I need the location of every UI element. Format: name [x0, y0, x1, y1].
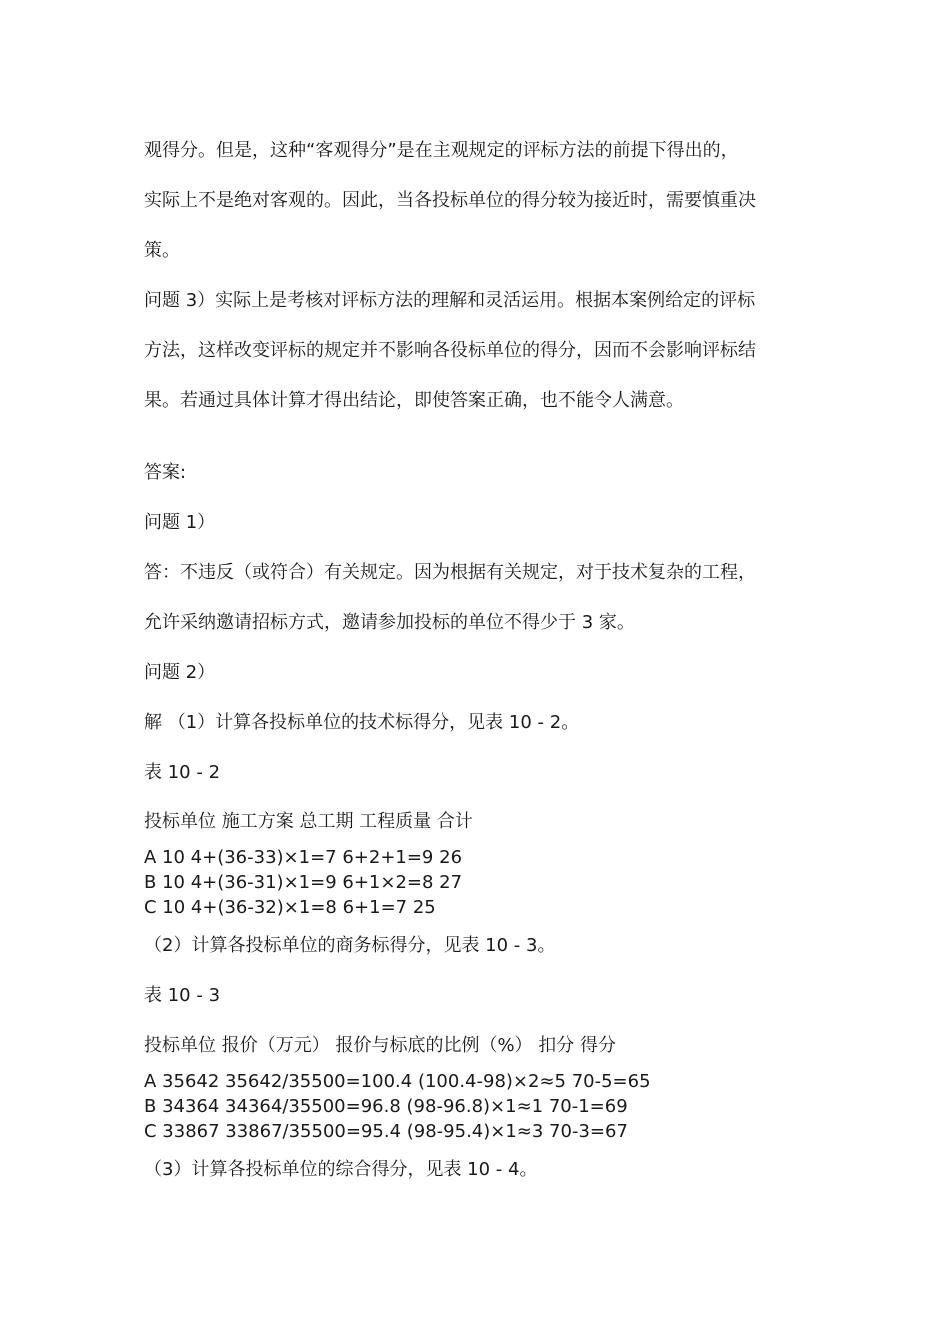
paragraph-line-1: 观得分。但是，这种“客观得分”是在主观规定的评标方法的前提下得出的，: [144, 140, 739, 161]
table-10-2-header: 投标单位 施工方案 总工期 工程质量 合计: [144, 811, 473, 832]
table-10-2-row-b: B 10 4+(36-31)×1=9 6+1×2=8 27: [144, 872, 463, 893]
paragraph-line-2: 实际上不是绝对客观的。因此，当各投标单位的得分较为接近时，需要慎重决: [144, 190, 756, 211]
table-10-3-row-a: A 35642 35642/35500=100.4 (100.4-98)×2≈5 70-5=65: [144, 1071, 651, 1092]
answer-1-line-1: 答：不违反（或符合）有关规定。因为根据有关规定，对于技术复杂的工程，: [144, 562, 756, 583]
table-10-2-caption: 表 10 - 2: [144, 762, 221, 783]
question-2-heading: 问题 2）: [144, 662, 216, 683]
question-1-heading: 问题 1）: [144, 512, 216, 533]
paragraph-line-6: 果。若通过具体计算才得出结论，即使答案正确，也不能令人满意。: [144, 390, 684, 411]
solution-step-2: （2）计算各投标单位的商务标得分，见表 10 - 3。: [144, 935, 556, 956]
paragraph-line-5: 方法，这样改变评标的规定并不影响各役标单位的得分，因而不会影响评标结: [144, 340, 756, 361]
table-10-2-row-c: C 10 4+(36-32)×1=8 6+1=7 25: [144, 897, 436, 918]
paragraph-line-3: 策。: [144, 240, 180, 261]
table-10-3-row-c: C 33867 33867/35500=95.4 (98-95.4)×1≈3 70-3=67: [144, 1121, 628, 1142]
solution-step-1: 解 （1）计算各投标单位的技术标得分，见表 10 - 2。: [144, 712, 580, 733]
answer-1-line-2: 允许采纳邀请招标方式，邀请参加投标的单位不得少于 3 家。: [144, 612, 635, 633]
solution-step-3: （3）计算各投标单位的综合得分，见表 10 - 4。: [144, 1159, 538, 1180]
table-10-3-header: 投标单位 报价（万元） 报价与标底的比例（%） 扣分 得分: [144, 1035, 616, 1056]
paragraph-line-4: 问题 3）实际上是考核对评标方法的理解和灵活运用。根据本案例给定的评标: [144, 290, 756, 311]
table-10-3-caption: 表 10 - 3: [144, 985, 221, 1006]
table-10-3-row-b: B 34364 34364/35500=96.8 (98-96.8)×1≈1 70-1=69: [144, 1096, 628, 1117]
table-10-2-row-a: A 10 4+(36-33)×1=7 6+2+1=9 26: [144, 847, 463, 868]
answer-heading: 答案:: [144, 462, 187, 483]
